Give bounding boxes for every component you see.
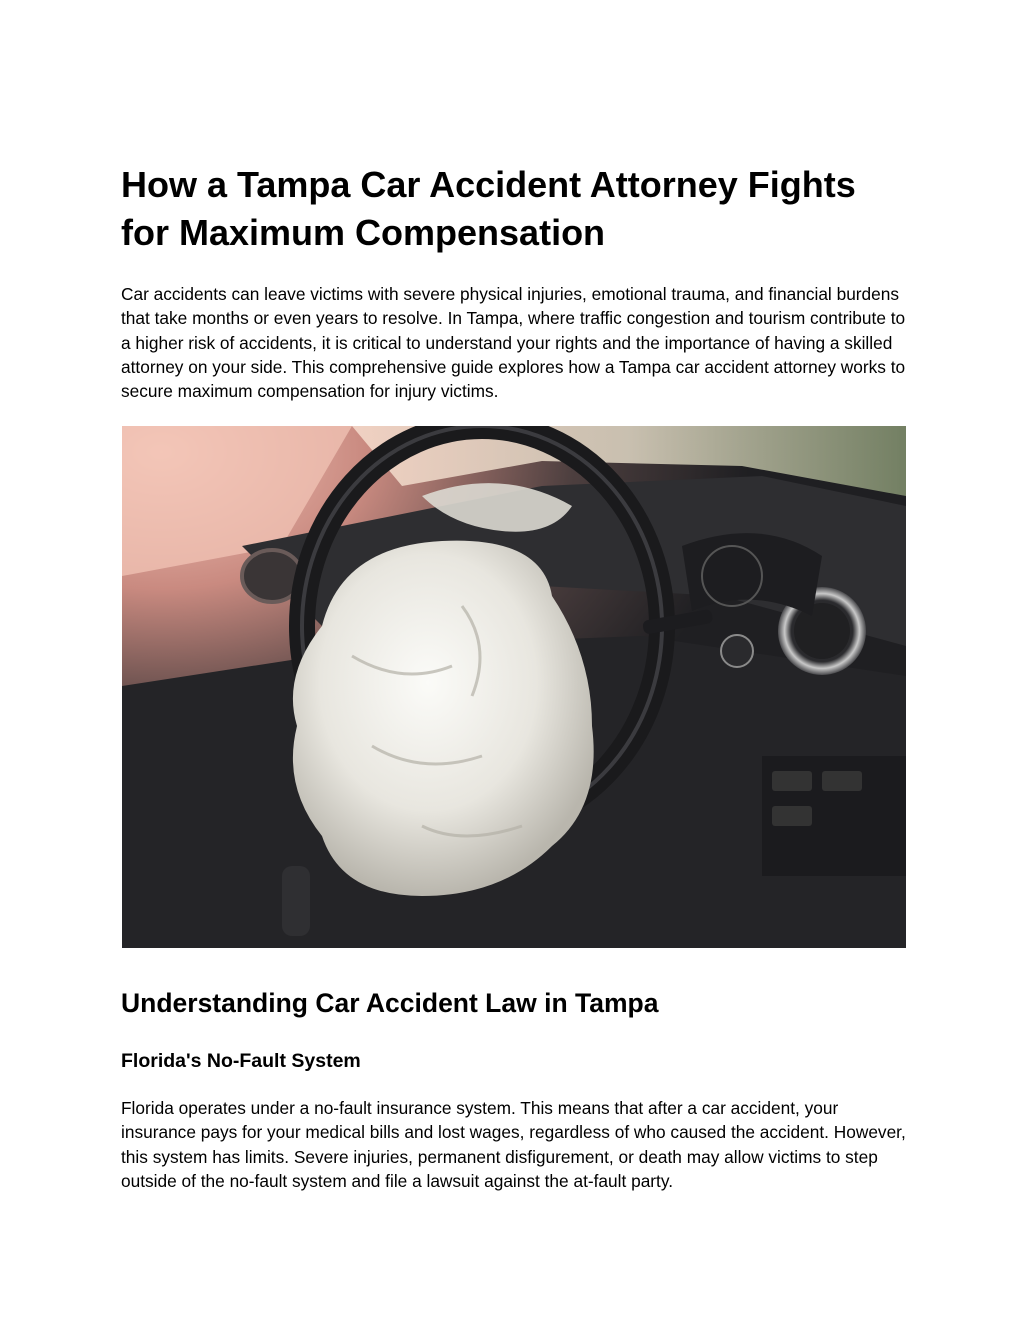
airbag-photo <box>122 426 906 948</box>
subsection-heading: Florida's No-Fault System <box>121 1050 361 1072</box>
intro-paragraph: Car accidents can leave victims with severe physical injuries, emotional trauma, and financial burdens that take months or even years to resolve. In Tampa, where traffic congestion and tourism contribute to a higher risk of accidents, it is critical to understand your rights and the importance of having a skilled attorney on your side. This comprehensive guide explores how a Tampa car accident attorney works to secure maximum compensation for injury victims. <box>121 284 906 402</box>
subsection-paragraph: Florida operates under a no-fault insurance system. This means that after a car accident, your insurance pays for your medical bills and lost wages, regardless of who caused the accident. However, this system has limits. Severe injuries, permanent disfigurement, or death may allow victims to step outside of the no-fault system and file a lawsuit against the at-fault party. <box>121 1098 906 1191</box>
article-title: How a Tampa Car Accident Attorney Fights for Maximum Compensation <box>121 164 856 253</box>
airbag-photo-illustration <box>122 426 906 948</box>
section-heading: Understanding Car Accident Law in Tampa <box>121 988 659 1018</box>
